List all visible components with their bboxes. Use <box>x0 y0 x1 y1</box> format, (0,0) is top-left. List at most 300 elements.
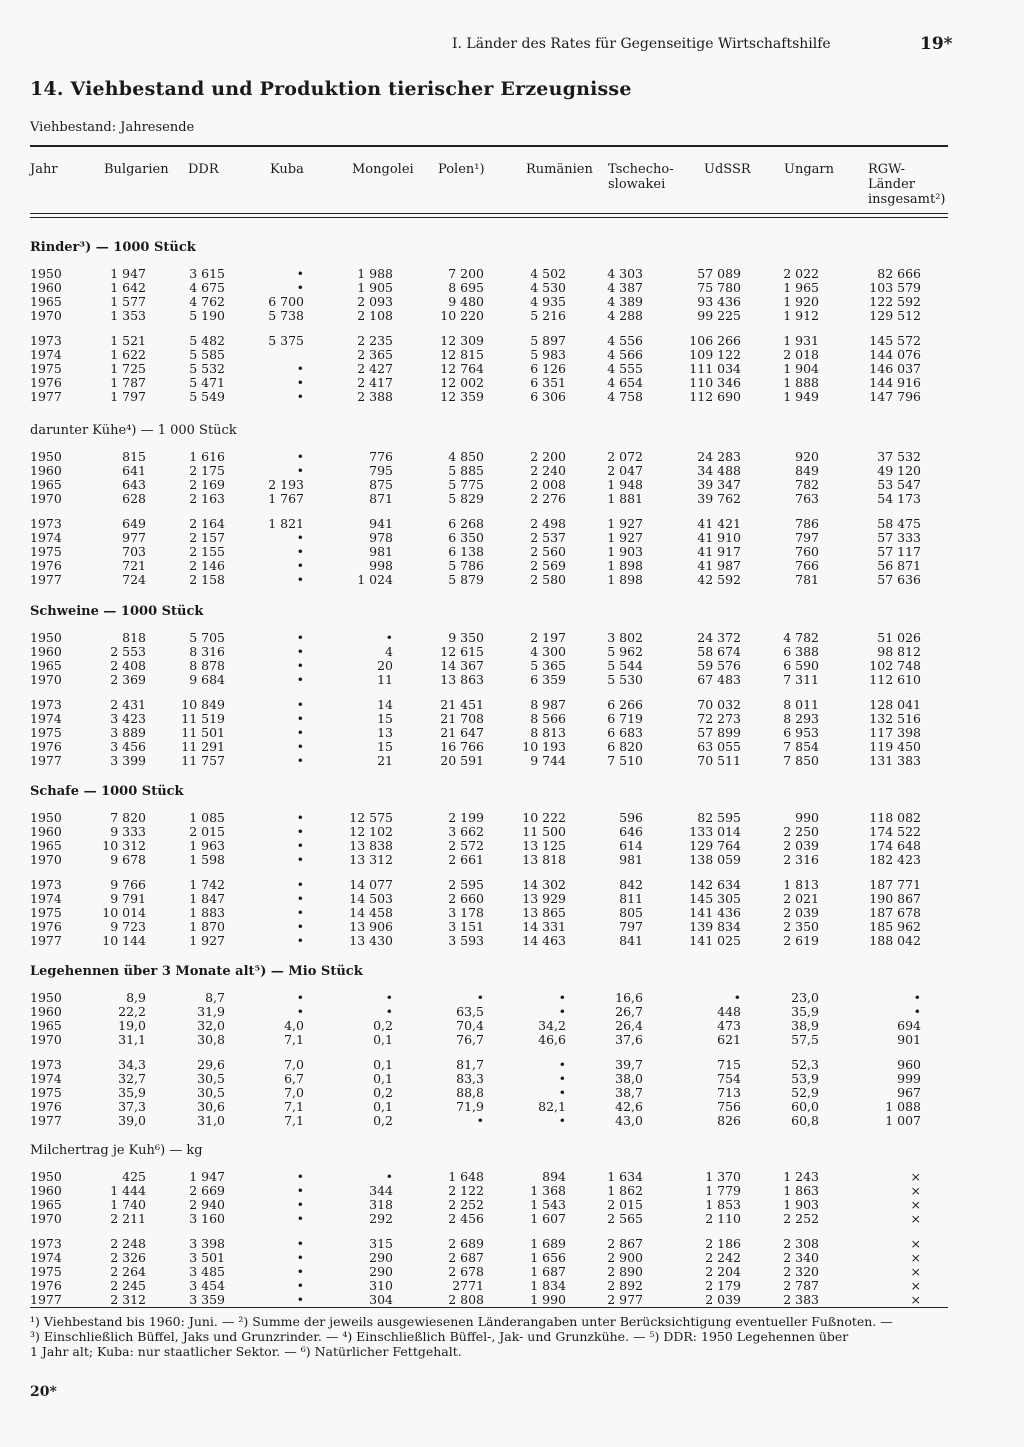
table-cell: 781 <box>795 572 819 587</box>
table-cell: 70,4 <box>456 1018 484 1033</box>
table-cell: 141 025 <box>689 933 741 948</box>
table-cell: 118 082 <box>869 810 921 825</box>
row-year: 1960 <box>30 824 62 839</box>
table-cell: 39,0 <box>118 1113 146 1128</box>
table-cell: 38,9 <box>791 1018 819 1033</box>
table-cell: × <box>910 1250 921 1265</box>
table-cell: 2 417 <box>357 375 393 390</box>
table-cell: 13 865 <box>522 905 566 920</box>
table-cell: 1 927 <box>607 530 643 545</box>
table-cell: 2 572 <box>448 838 484 853</box>
table-cell: 21 <box>377 753 393 768</box>
table-cell: 51 026 <box>877 630 921 645</box>
table-row <box>0 712 1024 726</box>
section-label: Milchertrag je Kuh⁶) — kg <box>30 1143 203 1158</box>
table-cell: 20 <box>377 658 393 673</box>
table-cell: 1 521 <box>110 333 146 348</box>
table-row <box>0 1005 1024 1019</box>
table-cell: 39,7 <box>615 1057 643 1072</box>
table-cell: 1 912 <box>783 308 819 323</box>
table-cell: 3 615 <box>189 266 225 281</box>
table-cell: 978 <box>369 530 393 545</box>
table-cell: 3 662 <box>448 824 484 839</box>
table-cell: 7,1 <box>284 1113 304 1128</box>
table-cell: 2 248 <box>110 1236 146 1251</box>
table-cell: 4 <box>385 644 393 659</box>
table-cell: 20 591 <box>440 753 484 768</box>
table-row <box>0 492 1024 506</box>
table-cell: • <box>296 905 304 920</box>
row-year: 1977 <box>30 933 62 948</box>
table-cell: 4 762 <box>189 294 225 309</box>
table-cell: 5 544 <box>607 658 643 673</box>
table-cell: 1 642 <box>110 280 146 295</box>
table-cell: • <box>296 1292 304 1307</box>
table-row <box>0 1251 1024 1265</box>
row-year: 1950 <box>30 810 62 825</box>
table-cell: • <box>558 1085 566 1100</box>
table-cell: 32,7 <box>118 1071 146 1086</box>
table-cell: 1 888 <box>783 375 819 390</box>
table-cell: • <box>296 449 304 464</box>
table-cell: 2 039 <box>783 905 819 920</box>
table-cell: 2 808 <box>448 1292 484 1307</box>
row-year: 1974 <box>30 530 62 545</box>
table-cell: 596 <box>619 810 643 825</box>
table-cell: 3 151 <box>448 919 484 934</box>
row-year: 1975 <box>30 905 62 920</box>
table-cell: 2 316 <box>783 852 819 867</box>
table-cell: 2 211 <box>110 1211 146 1226</box>
table-cell: 1 370 <box>705 1169 741 1184</box>
table-cell: 185 962 <box>869 919 921 934</box>
table-cell: 425 <box>122 1169 146 1184</box>
table-cell: 315 <box>369 1236 393 1251</box>
table-cell: 9 791 <box>110 891 146 906</box>
table-cell: 2 008 <box>530 477 566 492</box>
header-rule-1 <box>30 213 948 214</box>
table-cell: 57,5 <box>791 1032 819 1047</box>
table-cell: 643 <box>122 477 146 492</box>
table-cell: 713 <box>717 1085 741 1100</box>
table-row <box>0 517 1024 531</box>
table-cell: 10 014 <box>102 905 146 920</box>
table-cell: 641 <box>122 463 146 478</box>
table-row <box>0 726 1024 740</box>
table-cell: 2 689 <box>448 1236 484 1251</box>
table-cell: 1 353 <box>110 308 146 323</box>
table-cell: 56 871 <box>877 558 921 573</box>
table-cell: 11 519 <box>181 711 225 726</box>
column-header: UdSSR <box>704 162 751 177</box>
table-cell: 71,9 <box>456 1099 484 1114</box>
table-cell: 967 <box>897 1085 921 1100</box>
row-year: 1973 <box>30 697 62 712</box>
table-cell: 2 200 <box>530 449 566 464</box>
table-cell: 13 <box>377 725 393 740</box>
table-row <box>0 267 1024 281</box>
table-cell: 795 <box>369 463 393 478</box>
row-year: 1975 <box>30 725 62 740</box>
column-header: Bulgarien <box>104 162 169 177</box>
table-cell: 715 <box>717 1057 741 1072</box>
table-cell: 26,7 <box>615 1004 643 1019</box>
table-cell: 139 834 <box>689 919 741 934</box>
table-cell: 37 532 <box>877 449 921 464</box>
footnote-line: ¹) Viehbestand bis 1960: Juni. — ²) Summe der jeweils ausgewiesenen Länderangaben unter Berücksichtigung eventueller Fußnoten. — <box>30 1314 893 1329</box>
table-cell: × <box>910 1197 921 1212</box>
table-cell: 10 222 <box>522 810 566 825</box>
table-cell: 8,7 <box>205 990 225 1005</box>
table-cell: 763 <box>795 491 819 506</box>
table-cell: 4 556 <box>607 333 643 348</box>
table-cell: 1 622 <box>110 347 146 362</box>
table-cell: • <box>913 990 921 1005</box>
table-cell: 1 543 <box>530 1197 566 1212</box>
table-cell: 2 039 <box>783 838 819 853</box>
row-year: 1970 <box>30 672 62 687</box>
table-cell: 3 423 <box>110 711 146 726</box>
table-cell: 1 607 <box>530 1211 566 1226</box>
table-cell: 2 108 <box>357 308 393 323</box>
table-cell: • <box>733 990 741 1005</box>
row-year: 1973 <box>30 877 62 892</box>
table-cell: 1 881 <box>607 491 643 506</box>
table-cell: 128 041 <box>869 697 921 712</box>
table-cell: 1 834 <box>530 1278 566 1293</box>
table-cell: 102 748 <box>869 658 921 673</box>
table-cell: 842 <box>619 877 643 892</box>
row-year: 1977 <box>30 572 62 587</box>
table-cell: 34,2 <box>538 1018 566 1033</box>
table-cell: 941 <box>369 516 393 531</box>
table-cell: 182 423 <box>869 852 921 867</box>
table-cell: 1 870 <box>189 919 225 934</box>
table-cell: 23,0 <box>791 990 819 1005</box>
table-row <box>0 991 1024 1005</box>
table-cell: 1 931 <box>783 333 819 348</box>
table-cell: 39 347 <box>697 477 741 492</box>
table-cell: 9 766 <box>110 877 146 892</box>
row-year: 1960 <box>30 644 62 659</box>
table-cell: 41 421 <box>697 516 741 531</box>
table-cell: 35,9 <box>791 1004 819 1019</box>
table-cell: 138 059 <box>689 852 741 867</box>
table-cell: • <box>296 838 304 853</box>
row-year: 1970 <box>30 308 62 323</box>
table-cell: 304 <box>369 1292 393 1307</box>
section-label: Schweine — 1000 Stück <box>30 604 204 619</box>
table-row <box>0 281 1024 295</box>
table-cell: 132 516 <box>869 711 921 726</box>
table-cell: 1 787 <box>110 375 146 390</box>
table-cell: • <box>296 852 304 867</box>
table-cell: 2 977 <box>607 1292 643 1307</box>
table-cell: 7,1 <box>284 1099 304 1114</box>
table-cell: 3 160 <box>189 1211 225 1226</box>
table-cell: 2 157 <box>189 530 225 545</box>
table-cell: 3 359 <box>189 1292 225 1307</box>
row-year: 1960 <box>30 463 62 478</box>
table-cell: 1 742 <box>189 877 225 892</box>
table-cell: 2 687 <box>448 1250 484 1265</box>
row-year: 1965 <box>30 658 62 673</box>
row-year: 1973 <box>30 1236 62 1251</box>
table-cell: 2 661 <box>448 852 484 867</box>
table-cell: 54 173 <box>877 491 921 506</box>
table-cell: 112 690 <box>689 389 741 404</box>
table-cell: 1 577 <box>110 294 146 309</box>
table-cell: 2 560 <box>530 544 566 559</box>
table-cell: 129 512 <box>869 308 921 323</box>
table-cell: 60,8 <box>791 1113 819 1128</box>
table-row <box>0 295 1024 309</box>
table-cell: 6 138 <box>448 544 484 559</box>
table-cell: 0,1 <box>373 1071 393 1086</box>
table-cell: • <box>296 891 304 906</box>
table-cell: 1 687 <box>530 1264 566 1279</box>
table-cell: 1 990 <box>530 1292 566 1307</box>
table-cell: 4 555 <box>607 361 643 376</box>
table-cell: 1 963 <box>189 838 225 853</box>
row-year: 1976 <box>30 375 62 390</box>
table-cell: 8 316 <box>189 644 225 659</box>
table-cell: 2 252 <box>783 1211 819 1226</box>
table-cell: 133 014 <box>689 824 741 839</box>
table-cell: 1 988 <box>357 266 393 281</box>
table-cell: 5 216 <box>530 308 566 323</box>
table-cell: 646 <box>619 824 643 839</box>
table-cell: 694 <box>897 1018 921 1033</box>
table-cell: 21 451 <box>440 697 484 712</box>
table-cell: 2 383 <box>783 1292 819 1307</box>
column-header: DDR <box>188 162 219 177</box>
table-cell: 129 764 <box>689 838 741 853</box>
table-cell: 31,9 <box>197 1004 225 1019</box>
table-cell: • <box>296 1004 304 1019</box>
row-year: 1970 <box>30 1032 62 1047</box>
table-row <box>0 892 1024 906</box>
table-cell: 30,5 <box>197 1085 225 1100</box>
table-cell: 2 015 <box>189 824 225 839</box>
table-cell: 786 <box>795 516 819 531</box>
table-cell: • <box>385 1169 393 1184</box>
table-cell: • <box>385 630 393 645</box>
table-cell: 4 675 <box>189 280 225 295</box>
table-cell: 11 291 <box>181 739 225 754</box>
table-cell: 142 634 <box>689 877 741 892</box>
table-cell: 1 821 <box>268 516 304 531</box>
table-cell: 1 898 <box>607 558 643 573</box>
table-cell: 2 242 <box>705 1250 741 1265</box>
table-row <box>0 309 1024 323</box>
table-cell: 144 076 <box>869 347 921 362</box>
table-cell: 29,6 <box>197 1057 225 1072</box>
table-cell: 310 <box>369 1278 393 1293</box>
table-cell: 3 178 <box>448 905 484 920</box>
table-cell: 2 787 <box>783 1278 819 1293</box>
table-cell: • <box>296 1250 304 1265</box>
table-cell: 1 368 <box>530 1183 566 1198</box>
table-cell: 3 802 <box>607 630 643 645</box>
table-row <box>0 853 1024 867</box>
table-cell: 5 879 <box>448 572 484 587</box>
table-cell: 2 595 <box>448 877 484 892</box>
table-cell: 2 678 <box>448 1264 484 1279</box>
row-year: 1973 <box>30 1057 62 1072</box>
table-row <box>0 1114 1024 1128</box>
table-cell: 782 <box>795 477 819 492</box>
table-cell: 2 110 <box>705 1211 741 1226</box>
row-year: 1975 <box>30 1085 62 1100</box>
table-cell: 2 169 <box>189 477 225 492</box>
table-cell: 13 906 <box>349 919 393 934</box>
table-cell: 3 593 <box>448 933 484 948</box>
row-year: 1973 <box>30 333 62 348</box>
table-cell: 57 333 <box>877 530 921 545</box>
row-year: 1965 <box>30 294 62 309</box>
table-cell: 13 312 <box>349 852 393 867</box>
table-cell: 59 576 <box>697 658 741 673</box>
table-cell: 14 367 <box>440 658 484 673</box>
table-cell: 58 674 <box>697 644 741 659</box>
row-year: 1960 <box>30 1004 62 1019</box>
table-cell: 2 431 <box>110 697 146 712</box>
table-cell: 10 144 <box>102 933 146 948</box>
table-row <box>0 878 1024 892</box>
table-row <box>0 906 1024 920</box>
table-cell: 1 927 <box>607 516 643 531</box>
table-cell: 6 590 <box>783 658 819 673</box>
table-cell: 1 740 <box>110 1197 146 1212</box>
table-row <box>0 1279 1024 1293</box>
row-year: 1965 <box>30 477 62 492</box>
page-number: 19* <box>920 34 953 54</box>
table-cell: 30,8 <box>197 1032 225 1047</box>
table-cell: 2771 <box>452 1278 484 1293</box>
table-cell: 3 456 <box>110 739 146 754</box>
row-year: 1974 <box>30 711 62 726</box>
column-header: RGW- Länder insgesamt²) <box>868 162 946 207</box>
table-cell: 4 387 <box>607 280 643 295</box>
table-cell: 9 678 <box>110 852 146 867</box>
table-cell: × <box>910 1236 921 1251</box>
table-cell: 12 575 <box>349 810 393 825</box>
table-cell: 6 126 <box>530 361 566 376</box>
table-cell: 38,7 <box>615 1085 643 1100</box>
table-cell: 977 <box>122 530 146 545</box>
table-cell: 10 849 <box>181 697 225 712</box>
table-row <box>0 1212 1024 1226</box>
table-cell: 14 077 <box>349 877 393 892</box>
row-year: 1974 <box>30 1071 62 1086</box>
table-row <box>0 920 1024 934</box>
table-cell: 112 610 <box>869 672 921 687</box>
table-cell: • <box>296 672 304 687</box>
table-cell: 16,6 <box>615 990 643 1005</box>
table-cell: 1 779 <box>705 1183 741 1198</box>
table-cell: • <box>296 725 304 740</box>
table-cell: 4 303 <box>607 266 643 281</box>
table-cell: 83,3 <box>456 1071 484 1086</box>
table-cell: 2 235 <box>357 333 393 348</box>
table-cell: 24 372 <box>697 630 741 645</box>
table-row <box>0 1019 1024 1033</box>
table-cell: 1 616 <box>189 449 225 464</box>
table-cell: 1 088 <box>885 1099 921 1114</box>
table-cell: 57 117 <box>877 544 921 559</box>
table-cell: 190 867 <box>869 891 921 906</box>
table-cell: 6 683 <box>607 725 643 740</box>
table-cell: 5 786 <box>448 558 484 573</box>
table-cell: 2 022 <box>783 266 819 281</box>
row-year: 1973 <box>30 516 62 531</box>
table-cell: 4 850 <box>448 449 484 464</box>
table-cell: 37,6 <box>615 1032 643 1047</box>
table-cell: 1 905 <box>357 280 393 295</box>
table-cell: 990 <box>795 810 819 825</box>
table-cell: • <box>296 463 304 478</box>
table-cell: 53 547 <box>877 477 921 492</box>
table-cell: 75 780 <box>697 280 741 295</box>
table-cell: 174 522 <box>869 824 921 839</box>
table-cell: 776 <box>369 449 393 464</box>
table-cell: 2 018 <box>783 347 819 362</box>
table-row <box>0 673 1024 687</box>
row-year: 1976 <box>30 1278 62 1293</box>
table-cell: 14 503 <box>349 891 393 906</box>
table-cell: 4 654 <box>607 375 643 390</box>
table-cell: 8 878 <box>189 658 225 673</box>
table-cell: 2 553 <box>110 644 146 659</box>
row-year: 1950 <box>30 1169 62 1184</box>
table-cell: 6 268 <box>448 516 484 531</box>
table-cell: • <box>296 933 304 948</box>
table-row <box>0 1265 1024 1279</box>
table-cell: 3 501 <box>189 1250 225 1265</box>
table-cell: 10 193 <box>522 739 566 754</box>
table-cell: 9 723 <box>110 919 146 934</box>
table-cell: 4 288 <box>607 308 643 323</box>
table-cell: 875 <box>369 477 393 492</box>
table-cell: 818 <box>122 630 146 645</box>
table-row <box>0 1100 1024 1114</box>
table-cell: 131 383 <box>869 753 921 768</box>
table-cell: 187 771 <box>869 877 921 892</box>
table-cell: 960 <box>897 1057 921 1072</box>
table-cell: 8 987 <box>530 697 566 712</box>
table-cell: 2 890 <box>607 1264 643 1279</box>
section-label: Rinder³) — 1000 Stück <box>30 240 196 255</box>
table-cell: 1 648 <box>448 1169 484 1184</box>
row-year: 1950 <box>30 449 62 464</box>
table-cell: • <box>296 753 304 768</box>
table-cell: 9 480 <box>448 294 484 309</box>
row-year: 1975 <box>30 544 62 559</box>
table-cell: 0,1 <box>373 1099 393 1114</box>
table-cell: • <box>296 1236 304 1251</box>
table-cell: 39 762 <box>697 491 741 506</box>
row-year: 1976 <box>30 1099 62 1114</box>
table-cell: 63,5 <box>456 1004 484 1019</box>
table-cell: 1 948 <box>607 477 643 492</box>
table-cell: • <box>476 1113 484 1128</box>
table-cell: 13 818 <box>522 852 566 867</box>
table-cell: 2 312 <box>110 1292 146 1307</box>
table-cell: 52,9 <box>791 1085 819 1100</box>
table-cell: 5 549 <box>189 389 225 404</box>
table-cell: 144 916 <box>869 375 921 390</box>
